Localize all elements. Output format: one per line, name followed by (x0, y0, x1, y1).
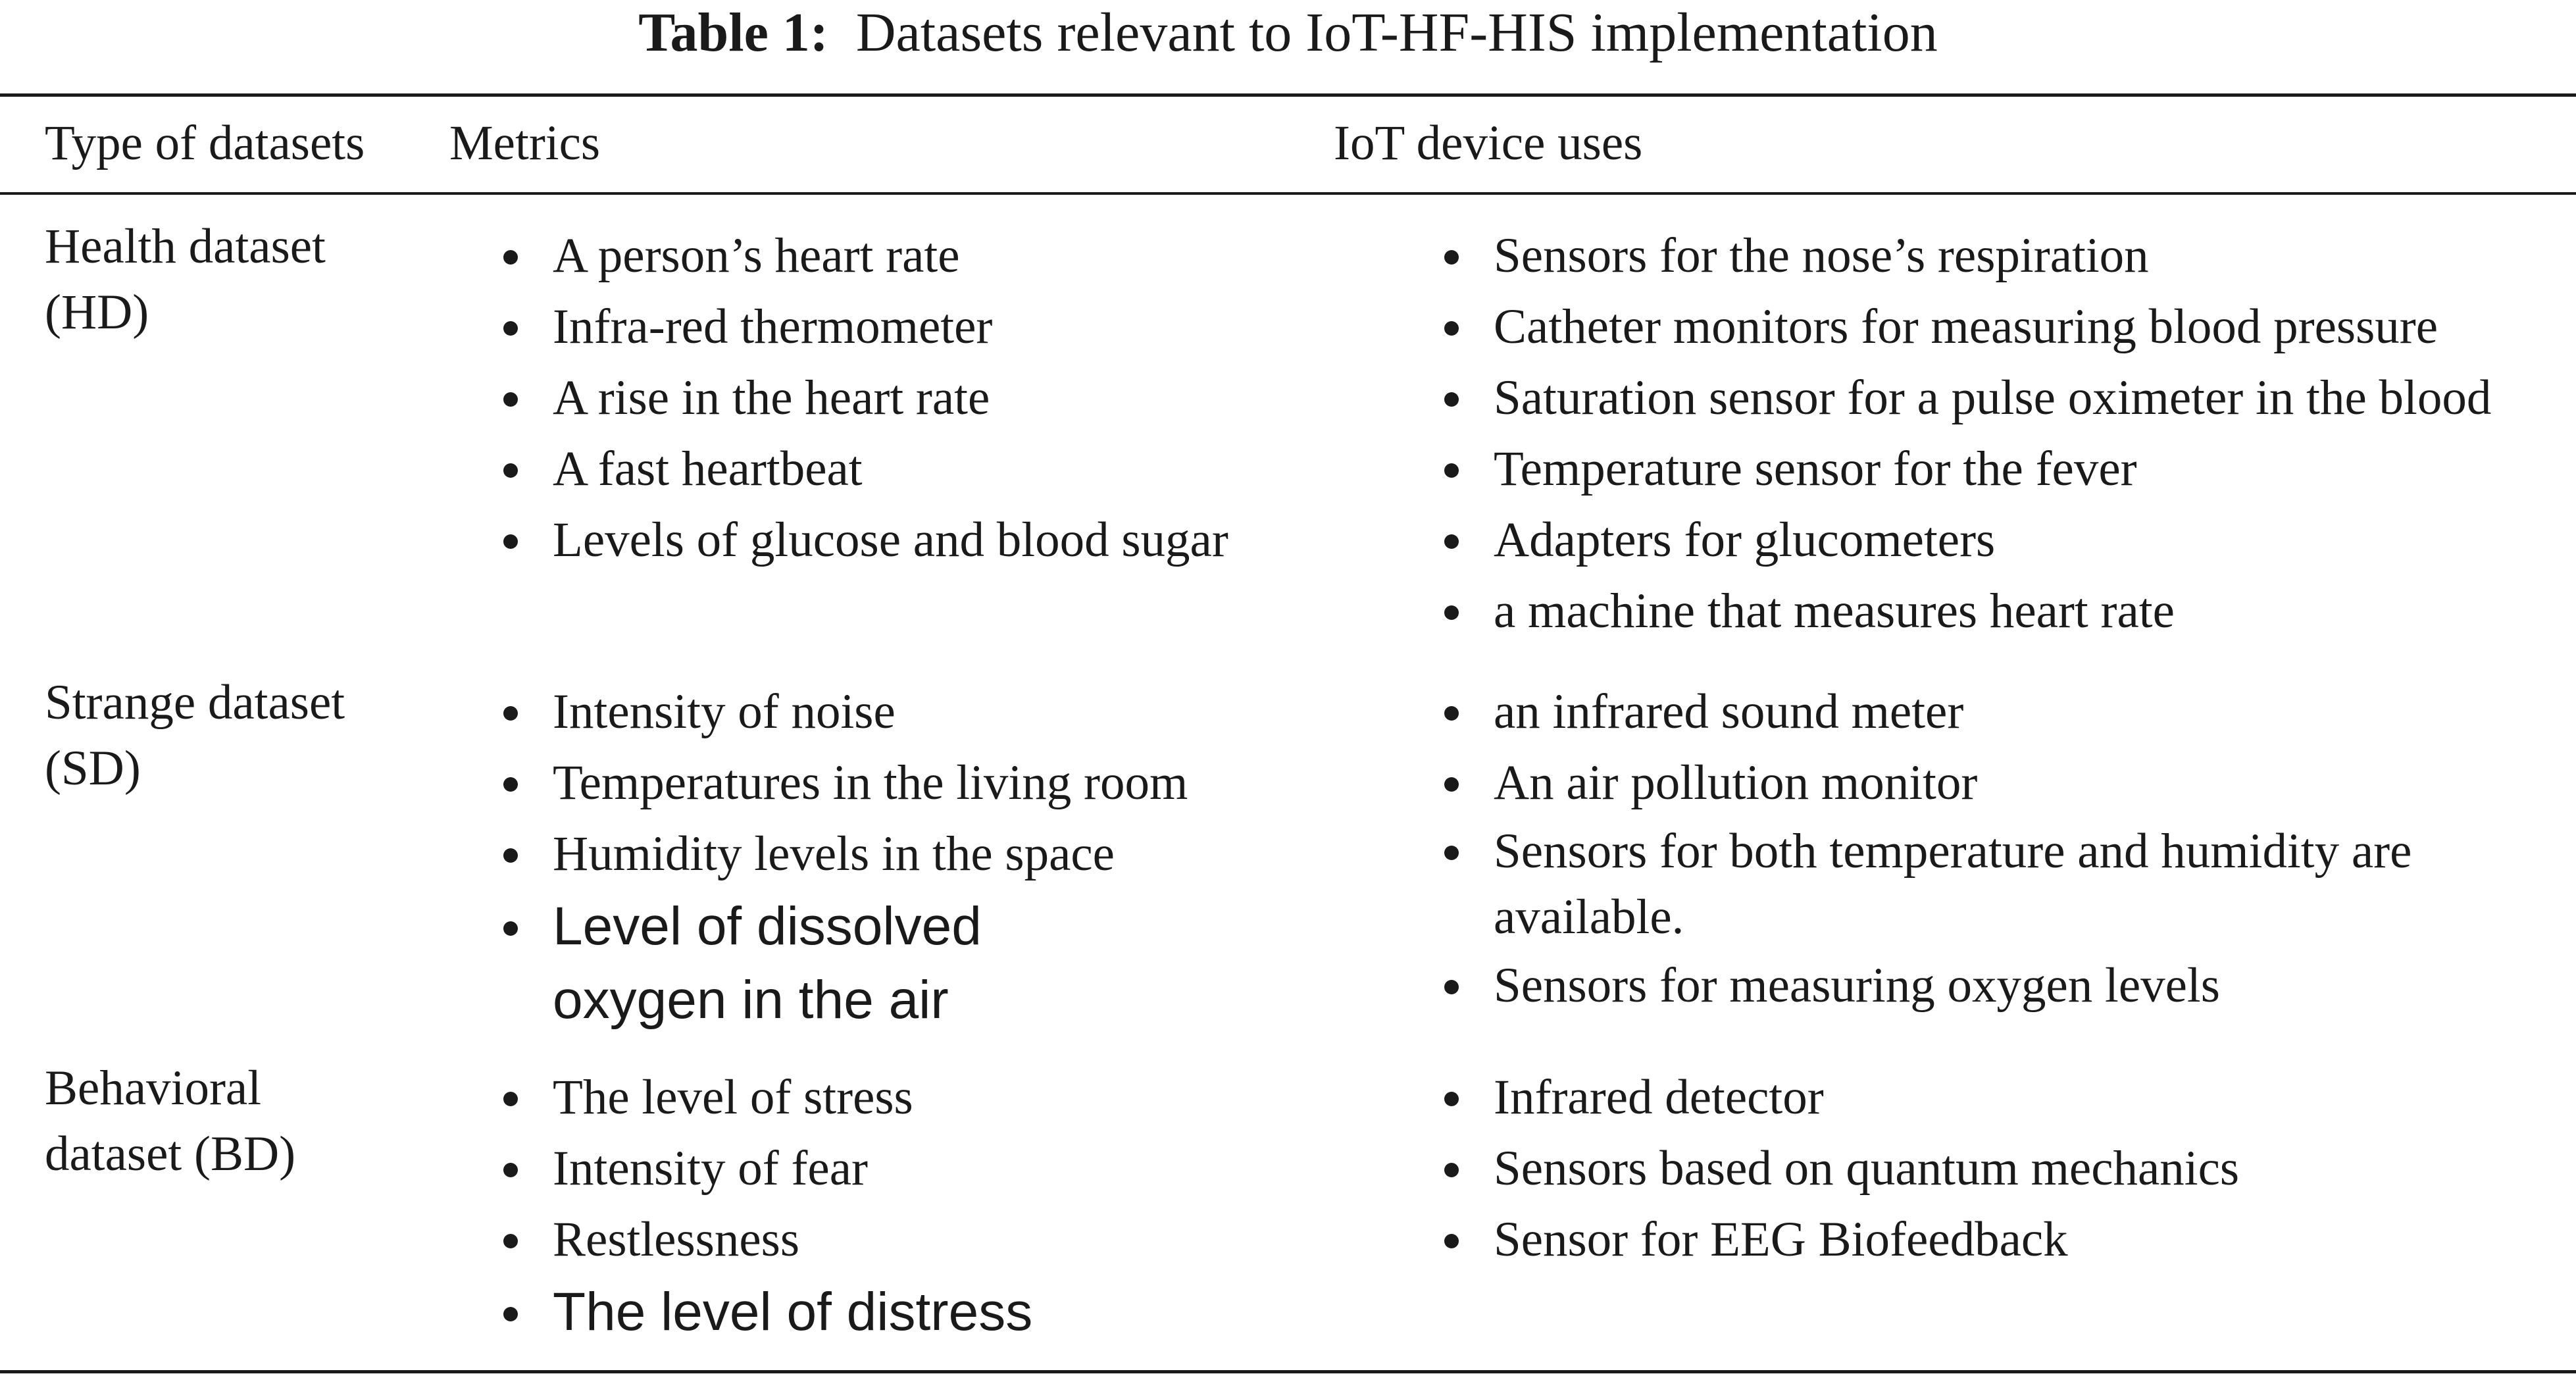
type-cell (45, 214, 440, 345)
metric-item: Intensity of fear (503, 1133, 1280, 1204)
use-item: an infrared sound meter (1444, 676, 2563, 748)
use-item: An air pollution monitor (1444, 748, 2563, 819)
metrics-list (503, 1062, 1280, 1349)
metric-item: A rise in the heart rate (503, 363, 1280, 434)
use-item: Sensors for the nose’s respiration (1444, 220, 2563, 292)
uses-list (1444, 676, 2563, 1021)
table-caption-text: Datasets relevant to IoT-HF-HIS implementation (855, 2, 1938, 63)
type-label-line: Health dataset (45, 219, 326, 274)
table-caption (0, 0, 2576, 79)
use-item: Sensors for measuring oxygen levels (1444, 950, 2563, 1021)
type-label-line: dataset (BD) (45, 1127, 296, 1181)
table-top-rule (0, 93, 2576, 97)
metric-item: Temperatures in the living room (503, 748, 1280, 819)
type-cell (45, 670, 440, 802)
metric-item: The level of stress (503, 1062, 1280, 1133)
table-bottom-rule (0, 1370, 2576, 1373)
type-label-line: Strange dataset (45, 675, 345, 730)
use-item: Adapters for glucometers (1444, 505, 2563, 576)
use-item: Sensors based on quantum mechanics (1444, 1133, 2563, 1204)
use-item: Saturation sensor for a pulse oximeter in the blood (1444, 363, 2563, 434)
type-label-line: (HD) (45, 285, 149, 340)
metric-item: Humidity levels in the space (503, 819, 1280, 890)
metrics-list (503, 676, 1280, 1037)
use-item: Sensor for EEG Biofeedback (1444, 1204, 2563, 1275)
metric-item: Levels of glucose and blood sugar (503, 505, 1280, 576)
table-caption-label: Table 1: (638, 2, 828, 63)
use-item: Temperature sensor for the fever (1444, 434, 2563, 505)
metric-item: Restlessness (503, 1204, 1280, 1275)
metric-item: Intensity of noise (503, 676, 1280, 748)
use-item: a machine that measures heart rate (1444, 576, 2563, 647)
header-iot-device-uses: IoT device uses (1334, 116, 1643, 170)
type-label-line: Behavioral (45, 1061, 262, 1115)
use-item: Sensors for both temperature and humidity are available. (1444, 819, 2540, 950)
metric-item: Infra-red thermometer (503, 292, 1280, 363)
use-item: Catheter monitors for measuring blood pressure (1444, 292, 2563, 363)
uses-list (1444, 220, 2563, 647)
table-header-rule (0, 192, 2576, 195)
uses-list (1444, 1062, 2563, 1275)
metric-item: The level of distress (503, 1275, 1280, 1349)
header-type-of-datasets: Type of datasets (45, 116, 365, 170)
type-cell (45, 1056, 440, 1187)
metrics-list (503, 220, 1280, 576)
type-label-line: (SD) (45, 741, 141, 796)
header-metrics: Metrics (449, 116, 601, 170)
metric-item: A person’s heart rate (503, 220, 1280, 292)
metric-item: A fast heartbeat (503, 434, 1280, 505)
metric-item: Level of dissolved oxygen in the air (503, 890, 1145, 1037)
use-item: Infrared detector (1444, 1062, 2563, 1133)
